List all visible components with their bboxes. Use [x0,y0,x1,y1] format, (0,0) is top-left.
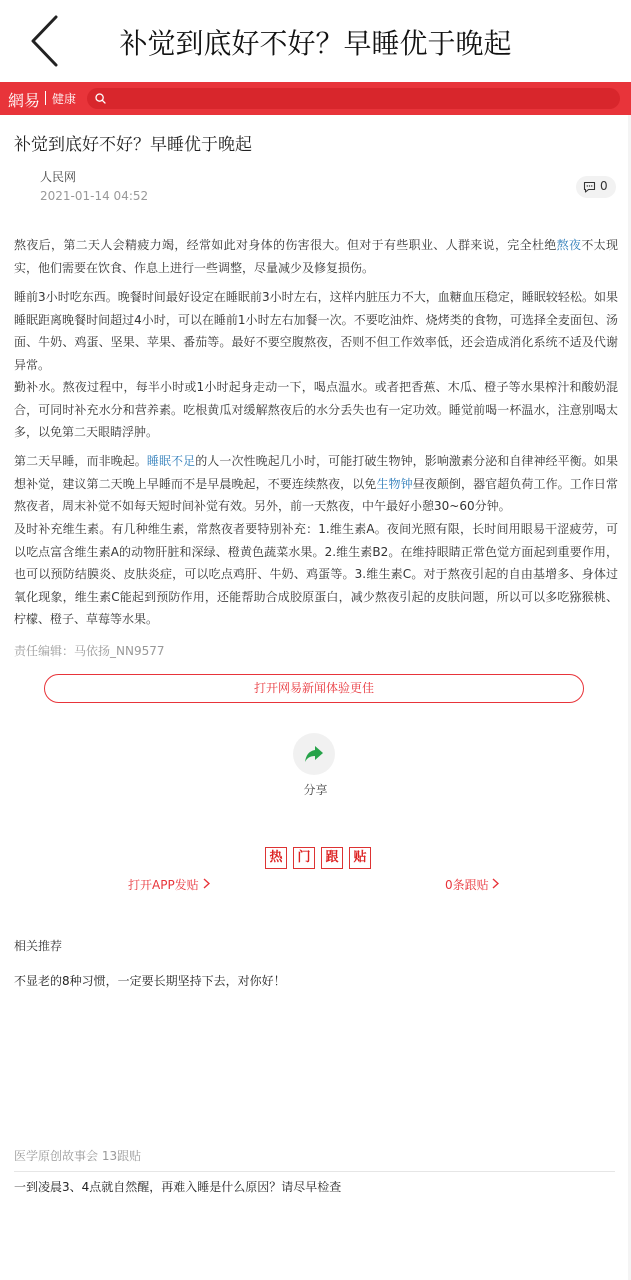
hot-comments-heading [265,846,377,869]
article-paragraph-5: 及时补充维生素。有几种维生素，常熬夜者要特别补充：1.维生素A。夜间光照有限，长时间用眼易干涩疲劳，可以吃点富含维生素A的动物肝脏和深绿、橙黄色蔬菜水果。2.维生素B2。在维持眼睛正常色觉方面起到重要作用，也可以预防结膜炎、皮肤炎症，可以吃点鸡肝、牛奶、鸡蛋等。3.维生素C。对于熬夜引起的自由基增多、身体过氧化现象，维生素C能起到预防作用，还能帮助合成胶原蛋白，减少熬夜引起的皮肤问题，所以可以多吃猕猴桃、柠檬、橙子、草莓等水果。 [14,522,618,626]
search-icon [95,93,106,104]
comment-count-link[interactable] [445,876,499,893]
article-paragraph-2: 睡前3小时吃东西。晚餐时间最好设定在睡眠前3小时左右，这样内脏压力不大，血糖血压稳定，睡眠较轻松。如果睡眠距离晚餐时间超过4小时，可以在睡前1小时左右加餐一次。不要吃油炸、烧烤类的食物，可选择全麦面包、汤面、牛奶、鸡蛋、坚果、苹果、番茄等。最好不要空腹熬夜，否则不但工作效率低，还会造成消化系统不适及代谢异常。 [14,290,618,372]
hot-char: 贴 [349,847,371,869]
keyword-link-sleep-deprivation[interactable]: 睡眠不足 [146,454,196,468]
open-app-button[interactable]: 打开网易新闻体验更佳 [44,674,584,703]
article-date: 2021-01-14 04:52 [40,189,149,203]
share-arrow-icon [303,743,325,765]
count-link-label: 0条跟贴 [445,878,489,892]
paragraph-text: 不太现实，他们需要在饮食、作息上进行一些调整，尽量减少及修复损伤。 [14,238,618,275]
netease-logo[interactable]: 網易 [8,91,41,110]
paragraph-text: 熬夜后，第二天人会精疲力竭，经常如此对身体的伤害很大。但对于有些职业、人群来说，完全杜绝 [14,238,557,252]
hot-char: 跟 [321,847,343,869]
site-bar [0,82,631,115]
keyword-link-biological-clock[interactable]: 生物钟 [376,476,413,491]
channel-label[interactable]: 健康 [52,92,77,106]
chevron-right-icon [492,878,499,889]
comment-count-button[interactable] [576,176,616,198]
search-input[interactable] [87,88,620,109]
share-button[interactable] [293,733,335,775]
open-app-post-link[interactable] [128,876,210,893]
article-paragraph-4 [14,450,618,518]
responsible-editor: 责任编辑：马依扬_NN9577 [14,644,165,658]
top-bar [0,0,631,82]
article-paragraph-3: 勤补水。熬夜过程中，每半小时或1小时起身走动一下，喝点温水。或者把香蕉、木瓜、橙子等水果榨汁和酸奶混合，可同时补充水分和营养素。吃根黄瓜对缓解熬夜后的水分丢失也有一定功效。睡觉前喝一杯温水，注意别喝太多，以免第二天眼睛浮肿。 [14,380,618,439]
related-heading: 相关推荐 [14,939,63,953]
post-link-label: 打开APP发贴 [128,878,199,892]
comment-icon [583,181,596,193]
divider [14,1171,615,1172]
comment-count: 0 [600,179,608,193]
article-source: 人民网 [40,170,77,184]
article-paragraph-1 [14,234,618,279]
related-item-meta: 医学原创故事会 13跟贴 [14,1149,142,1163]
keyword-link-aoye[interactable]: 熬夜 [556,238,582,252]
header-title: 补觉到底好不好？早睡优于晚起 [119,27,512,60]
article-title: 补觉到底好不好？早睡优于晚起 [14,135,252,155]
share-label: 分享 [303,783,328,797]
paragraph-text: 第二天早睡，而非晚起。 [14,454,147,468]
chevron-right-icon [203,878,210,889]
hot-char: 门 [293,847,315,869]
divider [45,91,46,105]
related-item[interactable]: 一到凌晨3、4点就自然醒，再难入睡是什么原因？请尽早检查 [14,1180,342,1194]
paragraph-text: 的人一次性晚起几小时，可能打破生物钟，影响激素分泌和自律神经平衡。如果想补觉，建议第二天晚上早睡而不是早晨晚起，不要连续熬夜，以免 [14,454,618,491]
hot-char: 热 [265,847,287,869]
paragraph-text: 昼夜颠倒，器官超负荷工作。工作日常熬夜者，周末补觉不如每天短时间补觉有效。另外，前一天熬夜，中午最好小憩30~60分钟。 [14,476,618,513]
related-item[interactable]: 不显老的8种习惯，一定要长期坚持下去，对你好！ [14,974,286,988]
